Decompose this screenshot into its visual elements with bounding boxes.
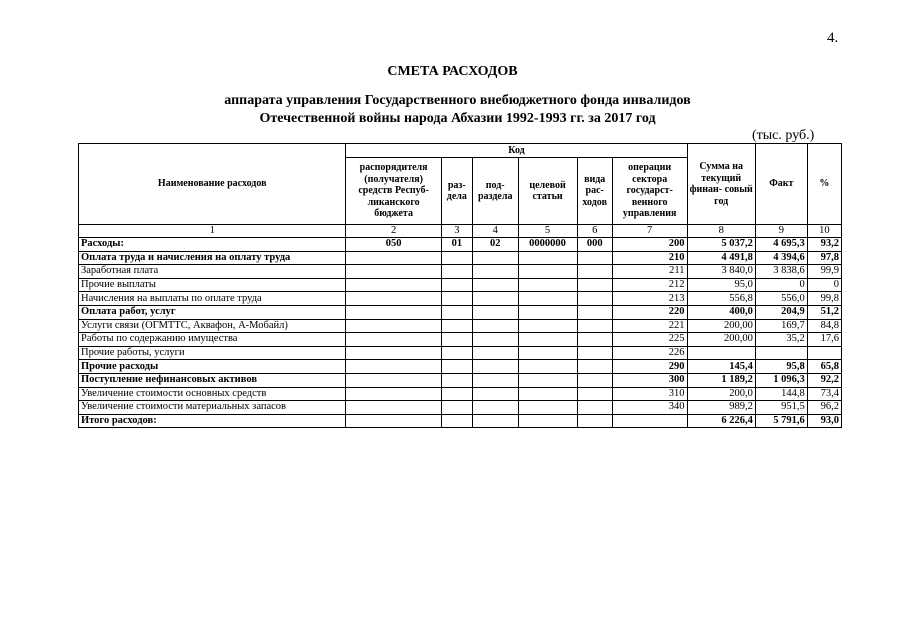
cell-expense-type: 000 — [577, 238, 612, 252]
cell-fact: 95,8 — [755, 360, 807, 374]
cell-recipient: 050 — [346, 238, 441, 252]
cell-section — [441, 401, 472, 415]
header-name: Наименование расходов — [79, 144, 346, 225]
header-operation: операции сектора государст- венного управления — [612, 158, 687, 225]
cell-fact: 144,8 — [755, 387, 807, 401]
cell-recipient — [346, 319, 441, 333]
cell-name: Увеличение стоимости основных средств — [79, 387, 346, 401]
cell-expense-type — [577, 278, 612, 292]
cell-section — [441, 360, 472, 374]
cell-section — [441, 265, 472, 279]
cell-target: 0000000 — [518, 238, 577, 252]
cell-name: Расходы: — [79, 238, 346, 252]
cell-subsection — [472, 360, 518, 374]
cell-operation: 220 — [612, 305, 687, 319]
cell-target — [518, 265, 577, 279]
header-recipient: распорядителя (получателя) средств Респуб- ликанского бюджета — [346, 158, 441, 225]
table-row — [79, 251, 842, 265]
cell-expense-type — [577, 414, 612, 428]
column-number: 9 — [755, 225, 807, 238]
cell-fact: 204,9 — [755, 305, 807, 319]
cell-target — [518, 373, 577, 387]
cell-plan: 4 491,8 — [687, 251, 755, 265]
cell-target — [518, 387, 577, 401]
cell-operation: 200 — [612, 238, 687, 252]
cell-name: Заработная плата — [79, 265, 346, 279]
cell-plan: 5 037,2 — [687, 238, 755, 252]
header-subsection: под- раздела — [472, 158, 518, 225]
cell-expense-type — [577, 360, 612, 374]
document-subtitle — [0, 92, 905, 128]
cell-section — [441, 319, 472, 333]
cell-fact: 951,5 — [755, 401, 807, 415]
cell-target — [518, 251, 577, 265]
cell-plan: 400,0 — [687, 305, 755, 319]
header-percent: % — [807, 144, 841, 225]
cell-fact: 1 096,3 — [755, 373, 807, 387]
column-number: 2 — [346, 225, 441, 238]
cell-expense-type — [577, 346, 612, 360]
cell-subsection — [472, 346, 518, 360]
cell-target — [518, 401, 577, 415]
cell-percent: 92,2 — [807, 373, 841, 387]
cell-percent: 93,0 — [807, 414, 841, 428]
cell-expense-type — [577, 387, 612, 401]
cell-subsection — [472, 333, 518, 347]
cell-subsection — [472, 373, 518, 387]
column-number: 7 — [612, 225, 687, 238]
cell-percent: 0 — [807, 278, 841, 292]
header-fact: Факт — [755, 144, 807, 225]
unit-label: (тыс. руб.) — [752, 128, 815, 143]
cell-fact: 3 838,6 — [755, 265, 807, 279]
cell-plan: 989,2 — [687, 401, 755, 415]
cell-subsection — [472, 305, 518, 319]
cell-expense-type — [577, 265, 612, 279]
table-row — [79, 292, 842, 306]
cell-name: Оплата труда и начисления на оплату труда — [79, 251, 346, 265]
cell-fact — [755, 346, 807, 360]
cell-fact: 169,7 — [755, 319, 807, 333]
column-number: 1 — [79, 225, 346, 238]
cell-expense-type — [577, 401, 612, 415]
cell-percent: 65,8 — [807, 360, 841, 374]
cell-section — [441, 373, 472, 387]
cell-section — [441, 333, 472, 347]
cell-name: Услуги связи (ОГМТТС, Аквафон, А-Мобайл) — [79, 319, 346, 333]
cell-expense-type — [577, 333, 612, 347]
cell-recipient — [346, 401, 441, 415]
cell-fact: 556,0 — [755, 292, 807, 306]
cell-operation: 300 — [612, 373, 687, 387]
cell-recipient — [346, 360, 441, 374]
cell-expense-type — [577, 292, 612, 306]
cell-name: Прочие выплаты — [79, 278, 346, 292]
cell-target — [518, 346, 577, 360]
cell-recipient — [346, 373, 441, 387]
document-title: СМЕТА РАСХОДОВ — [387, 64, 518, 79]
cell-fact: 4 695,3 — [755, 238, 807, 252]
cell-plan: 200,00 — [687, 333, 755, 347]
cell-section — [441, 251, 472, 265]
cell-operation: 210 — [612, 251, 687, 265]
column-number-row — [79, 225, 842, 238]
cell-subsection — [472, 265, 518, 279]
cell-operation: 340 — [612, 401, 687, 415]
cell-expense-type — [577, 305, 612, 319]
cell-target — [518, 278, 577, 292]
cell-target — [518, 292, 577, 306]
cell-fact: 35,2 — [755, 333, 807, 347]
cell-subsection — [472, 292, 518, 306]
cell-target — [518, 305, 577, 319]
cell-name: Итого расходов: — [79, 414, 346, 428]
header-target: целевой статьи — [518, 158, 577, 225]
cell-plan: 3 840,0 — [687, 265, 755, 279]
column-number: 5 — [518, 225, 577, 238]
column-number: 6 — [577, 225, 612, 238]
cell-target — [518, 333, 577, 347]
cell-percent: 51,2 — [807, 305, 841, 319]
table-row — [79, 265, 842, 279]
cell-operation — [612, 414, 687, 428]
header-code-group: Код — [346, 144, 687, 158]
cell-percent: 73,4 — [807, 387, 841, 401]
cell-recipient — [346, 292, 441, 306]
cell-recipient — [346, 333, 441, 347]
cell-plan — [687, 346, 755, 360]
cell-expense-type — [577, 251, 612, 265]
cell-operation: 212 — [612, 278, 687, 292]
cell-subsection — [472, 278, 518, 292]
cell-percent: 93,2 — [807, 238, 841, 252]
cell-percent: 84,8 — [807, 319, 841, 333]
cell-plan: 200,0 — [687, 387, 755, 401]
table-row — [79, 238, 842, 252]
table-row — [79, 401, 842, 415]
table-row — [79, 346, 842, 360]
cell-percent — [807, 346, 841, 360]
header-section: раз- дела — [441, 158, 472, 225]
cell-section — [441, 346, 472, 360]
cell-recipient — [346, 346, 441, 360]
cell-name: Прочие работы, услуги — [79, 346, 346, 360]
header-plan: Сумма на текущий финан- совый год — [687, 144, 755, 225]
cell-recipient — [346, 387, 441, 401]
subtitle-line-2: Отечественной войны народа Абхазии 1992-1993 гг. за 2017 год — [259, 111, 656, 126]
cell-recipient — [346, 414, 441, 428]
cell-percent: 99,8 — [807, 292, 841, 306]
cell-fact: 5 791,6 — [755, 414, 807, 428]
table-row — [79, 360, 842, 374]
cell-percent: 99,9 — [807, 265, 841, 279]
cell-subsection: 02 — [472, 238, 518, 252]
estimate-table — [78, 143, 842, 428]
cell-recipient — [346, 251, 441, 265]
cell-plan: 6 226,4 — [687, 414, 755, 428]
cell-plan: 95,0 — [687, 278, 755, 292]
cell-section — [441, 305, 472, 319]
cell-expense-type — [577, 319, 612, 333]
cell-recipient — [346, 278, 441, 292]
table-row — [79, 373, 842, 387]
cell-subsection — [472, 401, 518, 415]
cell-operation: 221 — [612, 319, 687, 333]
cell-name: Начисления на выплаты по оплате труда — [79, 292, 346, 306]
cell-operation: 226 — [612, 346, 687, 360]
cell-recipient — [346, 265, 441, 279]
cell-name: Работы по содержанию имущества — [79, 333, 346, 347]
subtitle-line-1: аппарата управления Государственного внебюджетного фонда инвалидов — [224, 93, 691, 108]
cell-name: Прочие расходы — [79, 360, 346, 374]
cell-plan: 145,4 — [687, 360, 755, 374]
column-number: 3 — [441, 225, 472, 238]
cell-section: 01 — [441, 238, 472, 252]
cell-operation: 213 — [612, 292, 687, 306]
cell-section — [441, 278, 472, 292]
cell-expense-type — [577, 373, 612, 387]
cell-name: Оплата работ, услуг — [79, 305, 346, 319]
header-expense-type: вида рас- ходов — [577, 158, 612, 225]
cell-operation: 310 — [612, 387, 687, 401]
table-row — [79, 333, 842, 347]
cell-fact: 4 394,6 — [755, 251, 807, 265]
cell-name: Поступление нефинансовых активов — [79, 373, 346, 387]
table-row — [79, 319, 842, 333]
table-row — [79, 305, 842, 319]
cell-percent: 97,8 — [807, 251, 841, 265]
table-row — [79, 414, 842, 428]
cell-subsection — [472, 319, 518, 333]
cell-plan: 1 189,2 — [687, 373, 755, 387]
cell-target — [518, 414, 577, 428]
cell-operation: 211 — [612, 265, 687, 279]
column-number: 4 — [472, 225, 518, 238]
table-row — [79, 278, 842, 292]
cell-operation: 290 — [612, 360, 687, 374]
page-number: 4. — [827, 30, 839, 46]
cell-plan: 556,8 — [687, 292, 755, 306]
cell-fact: 0 — [755, 278, 807, 292]
cell-section — [441, 387, 472, 401]
cell-section — [441, 414, 472, 428]
cell-target — [518, 360, 577, 374]
column-number: 8 — [687, 225, 755, 238]
cell-subsection — [472, 387, 518, 401]
cell-percent: 17,6 — [807, 333, 841, 347]
cell-subsection — [472, 414, 518, 428]
column-number: 10 — [807, 225, 841, 238]
cell-operation: 225 — [612, 333, 687, 347]
cell-subsection — [472, 251, 518, 265]
cell-section — [441, 292, 472, 306]
cell-percent: 96,2 — [807, 401, 841, 415]
cell-recipient — [346, 305, 441, 319]
table-body — [79, 238, 842, 428]
cell-plan: 200,00 — [687, 319, 755, 333]
table-row — [79, 387, 842, 401]
cell-target — [518, 319, 577, 333]
cell-name: Увеличение стоимости материальных запасов — [79, 401, 346, 415]
